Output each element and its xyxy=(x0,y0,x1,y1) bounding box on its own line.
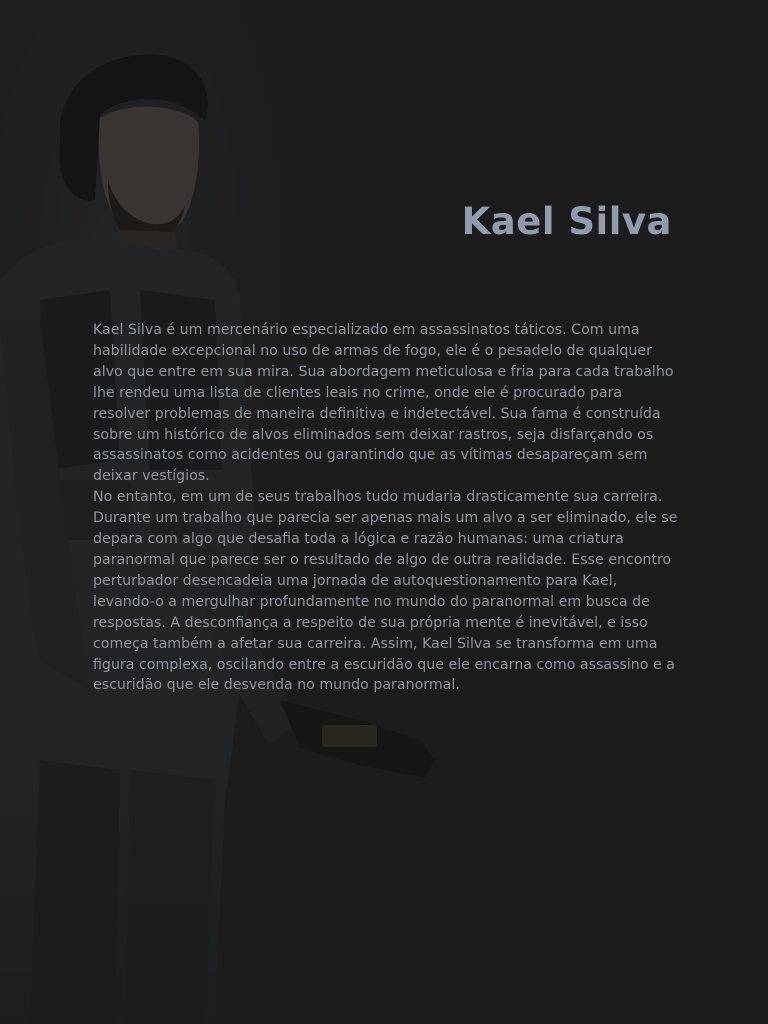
bio-paragraph: No entanto, em um de seus trabalhos tudo mudaria drasticamente sua carreira. Durante um trabalho que parecia ser apenas mais um alvo a ser eliminado, ele se depara com algo que desafia toda a lógica e razão humanas: uma criatura paranormal que parece ser o resultado de algo de outra realidade. Esse encontro perturbador desencadeia uma jornada de autoquestionamento para Kael, levando-o a mergulhar profundamente no mundo do paranormal em busca de respostas. A desconfiança a respeito de sua própria mente é inevitável, e isso começa também a afetar sua carreira. Assim, Kael Silva se transforma em uma figura complexa, oscilando entre a escuridão que ele encarna como assassino e a escuridão que ele desvenda no mundo paranormal. xyxy=(93,489,678,694)
character-name: Kael Silva xyxy=(461,200,672,243)
bio-paragraph: Kael Silva é um mercenário especializado em assassinatos táticos. Com uma habilidade excepcional no uso de armas de fogo, ele é o pesadelo de qualquer alvo que entre em sua mira. Sua abordagem meticulosa e fria para cada trabalho lhe rendeu uma lista de clientes leais no crime, onde ele é procurado para resolver problemas de maneira definitiva e indetectável. Sua fama é construída sobre um histórico de alvos eliminados sem deixar rastros, seja disfarçando os assassinatos como acidentes ou garantindo que as vítimas desapareçam sem deixar vestígios. xyxy=(93,322,674,485)
character-bio xyxy=(93,320,683,696)
